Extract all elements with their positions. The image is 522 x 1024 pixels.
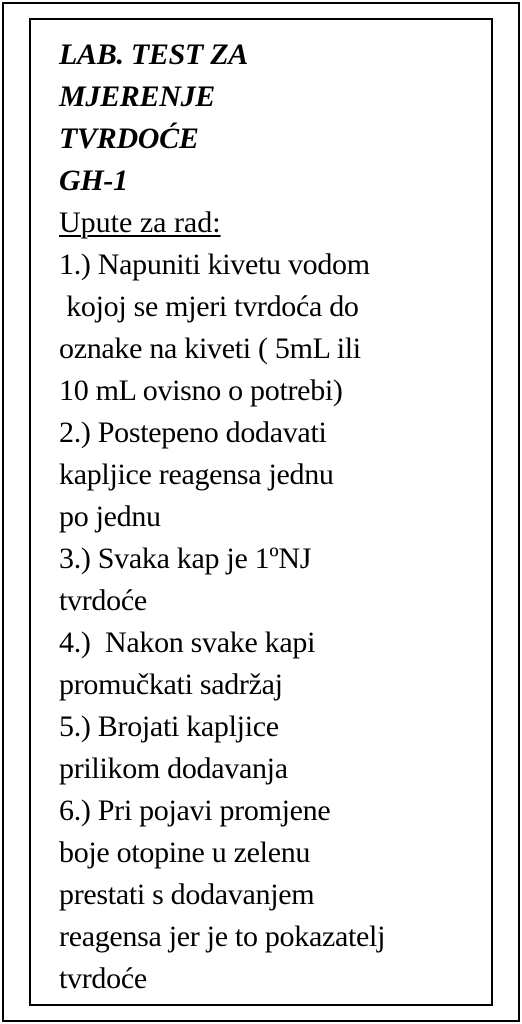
- instruction-line: 1.) Napuniti kivetu vodom: [59, 248, 370, 281]
- instruction-line: po jednu: [59, 500, 161, 533]
- instruction-line: 5.) Brojati kapljice: [59, 710, 279, 743]
- instruction-line: 6.) Pri pojavi promjene: [59, 794, 331, 827]
- instruction-line: 3.) Svaka kap je 1ºNJ: [59, 542, 312, 575]
- title-line-2: MJERENJE: [59, 80, 215, 113]
- instruction-line: prilikom dodavanja: [59, 752, 288, 785]
- instruction-line: prestati s dodavanjem: [59, 878, 315, 911]
- instruction-line: promučkati sadržaj: [59, 668, 283, 701]
- instruction-line: 10 mL ovisno o potrebi): [59, 374, 343, 407]
- instruction-line: 4.) Nakon svake kapi: [59, 626, 316, 659]
- instruction-line: kapljice reagensa jednu: [59, 458, 334, 491]
- title-line-1: LAB. TEST ZA: [59, 38, 248, 71]
- instruction-line: reagensa jer je to pokazatelj: [59, 920, 386, 953]
- instruction-line: kojoj se mjeri tvrdoća do: [59, 290, 359, 323]
- instruction-line: 2.) Postepeno dodavati: [59, 416, 327, 449]
- instruction-line: boje otopine u zelenu: [59, 836, 311, 869]
- instructions-heading: Upute za rad:: [59, 206, 221, 239]
- instruction-line: tvrdoće: [59, 962, 147, 995]
- title-line-3: TVRDOĆE: [59, 122, 199, 155]
- label-content: [59, 34, 509, 1000]
- title-line-4: GH-1: [59, 164, 128, 197]
- instruction-line: oznake na kiveti ( 5mL ili: [59, 332, 361, 365]
- instruction-line: tvrdoće: [59, 584, 147, 617]
